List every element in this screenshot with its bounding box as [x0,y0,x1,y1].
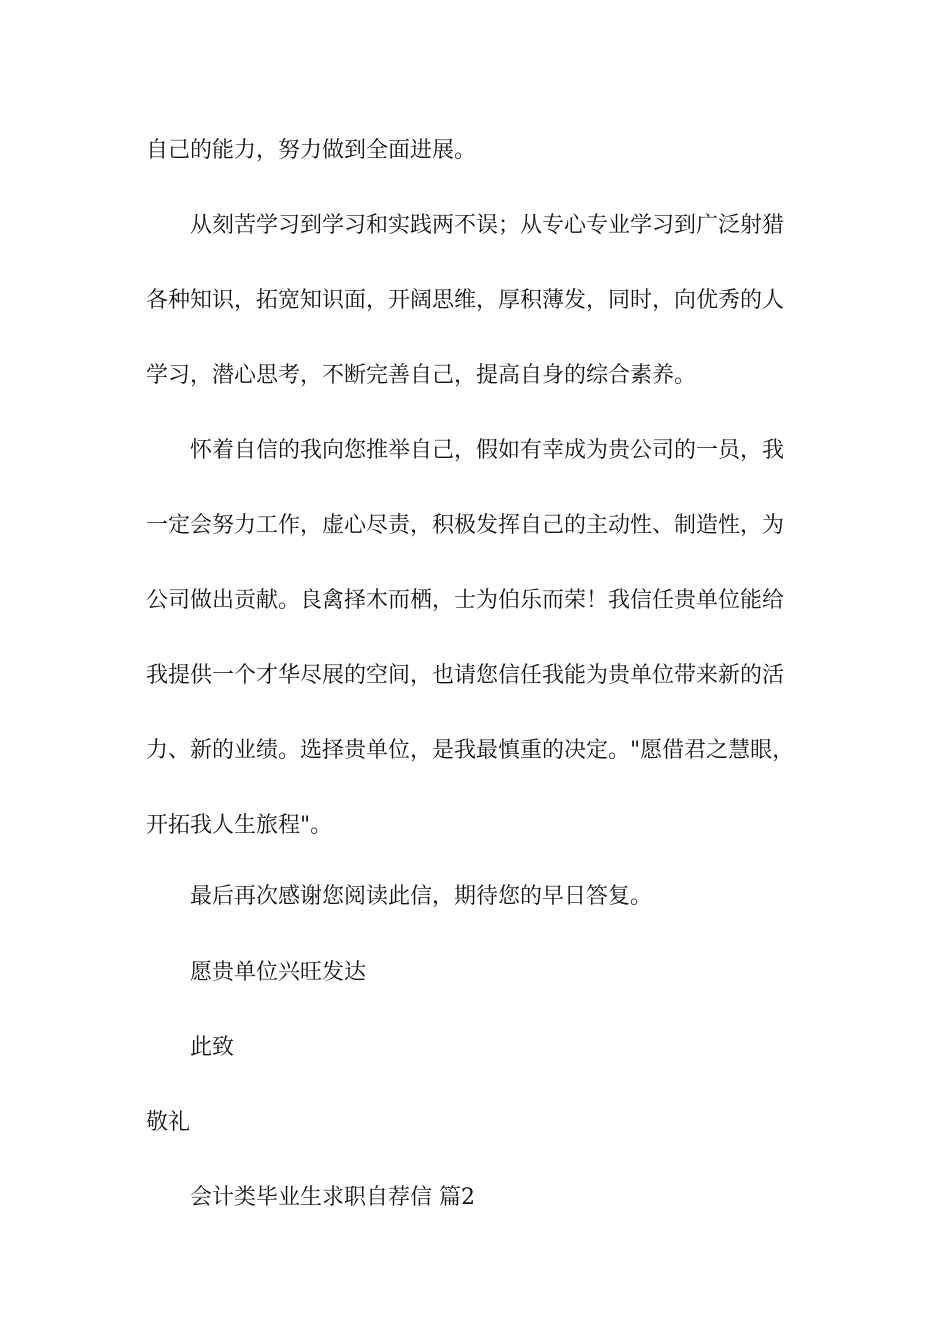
closing-wish: 愿贵单位兴旺发达 [190,960,367,985]
paragraph-line: 公司做出贡献。良禽择木而栖，士为伯乐而荣！我信任贵单位能给 [146,588,785,613]
paragraph-line: 力、新的业绩。选择贵单位，是我最慎重的决定。"愿借君之慧眼， [146,738,795,763]
paragraph-line: 开拓我人生旅程"。 [146,813,333,838]
paragraph-line: 怀着自信的我向您推举自己，假如有幸成为贵公司的一员，我 [190,438,785,463]
paragraph-line: 一定会努力工作，虚心尽责，积极发挥自己的主动性、制造性，为 [146,513,785,538]
paragraph-line: 从刻苦学习到学习和实践两不误；从专心专业学习到广泛射猎 [190,213,785,238]
paragraph-line: 各种知识，拓宽知识面，开阔思维，厚积薄发，同时，向优秀的人 [146,288,785,313]
paragraph-line: 自己的能力，努力做到全面进展。 [146,138,477,163]
paragraph-line: 学习，潜心思考，不断完善自己，提高自身的综合素养。 [146,363,697,388]
section-heading: 会计类毕业生求职自荐信 篇2 [190,1185,475,1210]
paragraph-line: 我提供一个才华尽展的空间，也请您信任我能为贵单位带来新的活 [146,663,785,688]
salutation-cizhi: 此致 [190,1035,235,1060]
salutation-jingli: 敬礼 [146,1110,191,1135]
closing-paragraph: 最后再次感谢您阅读此信，期待您的早日答复。 [190,884,653,909]
